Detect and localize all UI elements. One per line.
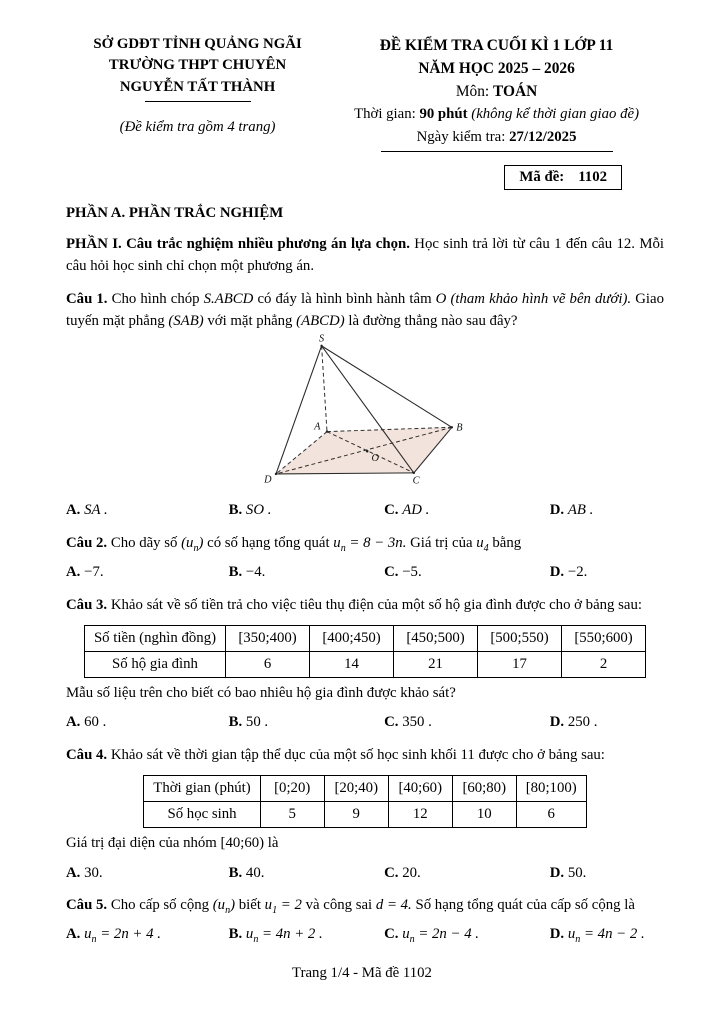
- table-cell: 14: [310, 652, 394, 678]
- option-value: −7.: [84, 564, 104, 581]
- exam-pages-note: (Đề kiểm tra gồm 4 trang): [119, 119, 276, 136]
- option-value: 50 .: [245, 714, 269, 731]
- option-value: [245, 926, 323, 946]
- subscript: n: [340, 543, 346, 555]
- question-text: Số hạng tổng quát của cấp số cộng là: [415, 897, 635, 914]
- question-3-table: [84, 625, 646, 678]
- math-part: u: [264, 897, 273, 914]
- question-text: là: [267, 835, 279, 852]
- question-1-option-d: [550, 500, 664, 521]
- option-value: 350 .: [402, 714, 432, 731]
- question-2-options: [66, 562, 664, 583]
- option-letter: A.: [66, 926, 81, 943]
- subject-label: Môn:: [455, 83, 490, 101]
- question-text: Khảo sát về thời gian tập thể dục của một số học sinh khối 11 được cho ở bảng sau:: [110, 747, 605, 764]
- math-part: = 8 − 3n.: [345, 535, 407, 552]
- math-part: u: [333, 535, 341, 552]
- date-line: [329, 126, 664, 152]
- table-row: [84, 652, 645, 678]
- section-1-title: PHẦN I. Câu trắc nghiệm nhiều phương án lựa chọn.: [66, 235, 410, 252]
- math-expression: [333, 535, 407, 555]
- table-cell: 9: [324, 802, 388, 828]
- table-cell: [0;20): [260, 776, 324, 802]
- vertex-label-a: A: [314, 421, 321, 433]
- math-part: u: [402, 926, 410, 943]
- question-text: là đường thẳng nào sau đây?: [348, 313, 518, 330]
- question-1-option-b: [229, 500, 384, 521]
- table-cell: [500;550): [478, 626, 562, 652]
- option-value: AB .: [567, 502, 594, 519]
- subscript: n: [409, 934, 415, 946]
- question-5-option-a: [66, 924, 229, 945]
- question-3-text: [66, 594, 664, 616]
- exam-code-value: 1102: [578, 168, 607, 185]
- vertex-label-s: S: [318, 333, 325, 345]
- question-text: Giá trị đại diện của nhóm: [66, 835, 217, 852]
- table-cell: 10: [452, 802, 516, 828]
- option-letter: D.: [549, 564, 565, 581]
- subscript: n: [253, 934, 259, 946]
- math-part: (u: [212, 897, 226, 914]
- question-text: Khảo sát về số tiền trả cho việc tiêu thụ điện của một số hộ gia đình được cho ở bảng sau:: [110, 597, 642, 614]
- question-5-options: [66, 924, 664, 945]
- math-part: = 4n − 2 .: [580, 926, 645, 943]
- question-2-option-b: [229, 562, 384, 583]
- question-1-text: [66, 288, 664, 332]
- time-label: Thời gian:: [354, 106, 416, 123]
- question-2-option-a: [66, 562, 229, 583]
- time-value: 90 phút: [419, 106, 468, 123]
- math-expression: (ABCD): [296, 313, 345, 330]
- option-letter: D.: [549, 714, 565, 731]
- option-letter: C.: [384, 714, 399, 731]
- department-name: SỞ GDĐT TỈNH QUẢNG NGÃI: [93, 36, 302, 52]
- option-value: 250 .: [567, 714, 598, 731]
- date-value: 27/12/2025: [509, 128, 577, 145]
- option-letter: A.: [66, 714, 81, 731]
- exam-title: ĐỀ KIỂM TRA CUỐI KÌ 1 LỚP 11: [379, 37, 614, 54]
- question-text: Giá trị của: [410, 535, 473, 552]
- time-note: (không kể thời gian giao đề): [471, 106, 640, 123]
- table-cell: Thời gian (phút): [144, 776, 260, 802]
- math-part: = 2n + 4 .: [96, 926, 161, 943]
- table-row: [144, 776, 586, 802]
- math-part: = 2: [277, 897, 302, 914]
- table-cell: 2: [562, 652, 646, 678]
- table-cell: Số hộ gia đình: [84, 652, 225, 678]
- table-cell: 5: [260, 802, 324, 828]
- table-cell: [20;40): [324, 776, 388, 802]
- question-4-subtext: [66, 832, 664, 854]
- table-cell: [350;400): [226, 626, 310, 652]
- exam-code-row: [66, 165, 664, 190]
- option-letter: B.: [228, 714, 243, 731]
- subscript: n: [225, 905, 231, 917]
- math-part: u: [567, 926, 576, 943]
- question-note: (tham khảo hình vẽ bên dưới).: [450, 291, 632, 308]
- option-letter: B.: [228, 502, 243, 519]
- question-4-options: [66, 863, 664, 884]
- exam-code-label: Mã đề:: [519, 168, 565, 185]
- question-5-option-b: [229, 924, 384, 945]
- option-letter: D.: [549, 502, 565, 519]
- table-cell: [80;100): [516, 776, 586, 802]
- section-1-desc: Học sinh trả lời từ câu 1 đến câu 12. Mỗi câu hỏi học sinh chỉ chọn một phương án.: [66, 235, 664, 274]
- question-3-option-c: [384, 712, 550, 733]
- question-3-label: Câu 3.: [66, 597, 108, 614]
- vertex-label-d: D: [264, 475, 272, 487]
- question-text: và công sai: [305, 897, 373, 914]
- pyramid-figure: [256, 335, 474, 487]
- header-left: [66, 34, 329, 152]
- question-2-option-d: [550, 562, 664, 583]
- table-cell: 21: [394, 652, 478, 678]
- option-value: 30.: [84, 864, 103, 881]
- question-1-label: Câu 1.: [66, 291, 108, 308]
- question-3-options: [66, 712, 664, 733]
- option-value: 50.: [567, 864, 587, 881]
- option-letter: D.: [549, 926, 565, 943]
- exam-header: [66, 34, 664, 152]
- time-line: [329, 103, 664, 125]
- question-text: với mặt phẳng: [207, 313, 293, 330]
- table-cell: [60;80): [452, 776, 516, 802]
- question-text: Cho hình chóp: [111, 291, 200, 308]
- subscript: n: [193, 543, 199, 555]
- section-a-heading: PHẦN A. PHẦN TRẮC NGHIỆM: [66, 204, 284, 221]
- option-letter: D.: [549, 864, 565, 881]
- option-letter: B.: [228, 564, 243, 581]
- date-label: Ngày kiểm tra:: [416, 128, 506, 145]
- math-expression: [181, 535, 204, 555]
- header-left-rule: [145, 101, 251, 102]
- page-footer: Trang 1/4 - Mã đề 1102: [292, 965, 432, 981]
- math-part: u: [245, 926, 254, 943]
- question-4-option-c: [384, 863, 550, 884]
- option-value: 20.: [402, 864, 421, 881]
- school-year: NĂM HỌC 2025 – 2026: [418, 60, 575, 78]
- question-4-option-a: [66, 863, 229, 884]
- question-5-option-d: [550, 924, 664, 945]
- math-part: = 2n − 4 .: [414, 926, 480, 943]
- header-right-rule: [381, 151, 613, 152]
- math-part: ): [230, 897, 236, 914]
- question-text: có đáy là hình bình hành tâm: [257, 291, 432, 308]
- option-value: [402, 926, 480, 946]
- option-value: [567, 926, 645, 946]
- option-letter: B.: [228, 864, 243, 881]
- question-1-options: [66, 500, 664, 521]
- table-cell: [450;500): [394, 626, 478, 652]
- exam-code-box: [504, 165, 622, 190]
- table-cell: [40;60): [388, 776, 452, 802]
- option-value: −4.: [245, 564, 266, 581]
- option-letter: A.: [66, 564, 81, 581]
- subscript: 4: [483, 543, 489, 555]
- option-letter: B.: [228, 926, 243, 943]
- math-part: = 4n + 2 .: [258, 926, 323, 943]
- question-5-option-c: [384, 924, 550, 945]
- option-value: −2.: [567, 564, 588, 581]
- question-4-option-d: [550, 863, 664, 884]
- math-expression: (SAB): [168, 313, 204, 330]
- option-value: SO .: [245, 502, 272, 519]
- math-part: u: [84, 926, 92, 943]
- table-row: [84, 626, 645, 652]
- vertex-label-b: B: [456, 422, 463, 434]
- question-1-figure: [66, 335, 664, 492]
- math-expression: O: [435, 291, 447, 308]
- math-part: (u: [181, 535, 194, 552]
- question-2-label: Câu 2.: [66, 535, 108, 552]
- option-letter: C.: [384, 502, 399, 519]
- subscript: n: [91, 934, 97, 946]
- question-3-option-a: [66, 712, 229, 733]
- table-cell: Số tiền (nghìn đồng): [84, 626, 225, 652]
- question-text: có số hạng tổng quát: [207, 535, 330, 552]
- option-value: −5.: [402, 564, 422, 581]
- question-1-option-c: [384, 500, 550, 521]
- option-value: [84, 926, 161, 946]
- option-letter: A.: [66, 864, 81, 881]
- subject-value: TOÁN: [493, 83, 538, 101]
- option-letter: C.: [384, 926, 399, 943]
- math-part: ): [198, 535, 204, 552]
- question-4-option-b: [229, 863, 384, 884]
- question-4-text: [66, 744, 664, 766]
- table-cell: 17: [478, 652, 562, 678]
- question-text: bằng: [492, 535, 522, 552]
- table-cell: 6: [516, 802, 586, 828]
- option-value: 40.: [245, 864, 265, 881]
- math-expression: [40;60): [220, 835, 265, 852]
- subject-line: [329, 80, 664, 103]
- table-cell: [400;450): [310, 626, 394, 652]
- math-expression: [476, 535, 489, 555]
- question-3-option-b: [229, 712, 384, 733]
- table-cell: [550;600): [562, 626, 646, 652]
- question-text: Giao tuyến mặt phẳng: [66, 291, 664, 330]
- math-expression: [212, 897, 236, 917]
- school-name-line2: NGUYỄN TẤT THÀNH: [119, 78, 276, 95]
- question-3-subtext: Mẫu số liệu trên cho biết có bao nhiêu hộ gia đình được khảo sát?: [66, 685, 456, 702]
- math-expression: [264, 897, 302, 917]
- table-cell: 12: [388, 802, 452, 828]
- option-letter: C.: [384, 564, 399, 581]
- option-letter: C.: [384, 864, 399, 881]
- math-expression: d = 4.: [375, 897, 412, 914]
- option-value: SA .: [84, 502, 108, 519]
- table-cell: 6: [226, 652, 310, 678]
- question-text: Cho cấp số cộng: [110, 897, 210, 914]
- question-2-text: [66, 532, 664, 554]
- vertex-label-c: C: [412, 476, 420, 488]
- question-text: Cho dãy số: [110, 535, 178, 552]
- school-name-line1: TRƯỜNG THPT CHUYÊN: [108, 57, 287, 74]
- table-row: [144, 802, 586, 828]
- section-1-intro: [66, 233, 664, 277]
- subscript: n: [575, 934, 581, 946]
- question-3-option-d: [550, 712, 664, 733]
- table-cell: Số học sinh: [144, 802, 260, 828]
- question-4-label: Câu 4.: [66, 747, 108, 764]
- subscript: 1: [272, 905, 278, 917]
- option-value: AD .: [402, 502, 430, 519]
- option-letter: A.: [66, 502, 81, 519]
- question-1-option-a: [66, 500, 229, 521]
- question-5-text: [66, 894, 664, 916]
- question-4-table: [143, 775, 586, 828]
- math-expression: S.ABCD: [203, 291, 254, 308]
- center-label-o: O: [371, 453, 379, 465]
- question-text: biết: [238, 897, 261, 914]
- option-value: 60 .: [84, 714, 107, 731]
- question-5-label: Câu 5.: [66, 897, 108, 914]
- question-2-option-c: [384, 562, 550, 583]
- header-right: [329, 34, 664, 152]
- math-part: u: [476, 535, 484, 552]
